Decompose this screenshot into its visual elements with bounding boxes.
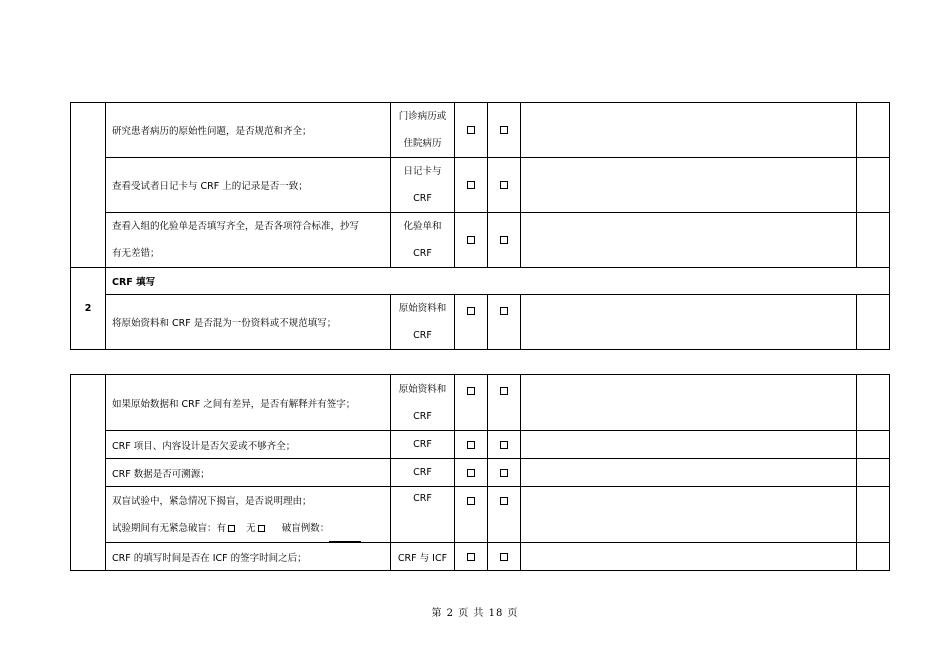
table-row [71,158,890,213]
table-row [71,459,890,487]
table-row [71,103,890,158]
source-cell: 日记卡与 CRF [391,158,455,213]
remark-cell[interactable] [521,158,857,213]
table-row [71,295,890,350]
remark-cell[interactable] [521,213,857,268]
remark-cell[interactable] [521,103,857,158]
item-cell: 双盲试验中，紧急情况下揭盲，是否说明理由； 试验期间有无紧急破盲：有 无 破盲例数： [106,487,391,543]
item-cell: CRF 的填写时间是否在 ICF 的签字时间之后； [106,543,391,571]
yes-checkbox[interactable] [455,375,488,431]
table-row [71,543,890,571]
item-cell: CRF 项目、内容设计是否欠妥或不够齐全； [106,431,391,459]
remark-cell[interactable] [521,459,857,487]
extra-cell [857,295,890,350]
yes-checkbox[interactable] [455,158,488,213]
extra-cell [857,459,890,487]
item-cell: 如果原始数据和 CRF 之间有差异，是否有解释并有签字； [106,375,391,431]
source-cell: 门诊病历或 住院病历 [391,103,455,158]
no-checkbox[interactable] [488,158,521,213]
section-title: CRF 填写 [106,268,890,295]
table-row [71,375,890,431]
no-checkbox[interactable] [488,375,521,431]
page-footer: 第 2 页 共 18 页 [431,608,519,619]
row-number-cell [71,103,106,268]
no-checkbox[interactable] [488,431,521,459]
source-cell: CRF 与 ICF [391,543,455,571]
extra-cell [857,375,890,431]
item-cell: 将原始资料和 CRF 是否混为一份资料或不规范填写； [106,295,391,350]
no-checkbox[interactable] [488,295,521,350]
no-checkbox[interactable] [488,103,521,158]
item-cell: CRF 数据是否可溯源； [106,459,391,487]
yes-checkbox[interactable] [455,543,488,571]
no-checkbox[interactable] [488,543,521,571]
no-checkbox[interactable] [488,487,521,543]
yes-checkbox[interactable] [455,213,488,268]
source-cell: CRF [391,459,455,487]
source-cell: CRF [391,487,455,543]
source-cell: 原始资料和 CRF [391,295,455,350]
section-number: 2 [71,268,106,350]
extra-cell [857,213,890,268]
extra-cell [857,103,890,158]
source-cell: 化验单和 CRF [391,213,455,268]
unblind-count-field[interactable] [329,532,361,542]
yes-checkbox[interactable] [455,103,488,158]
extra-cell [857,158,890,213]
yes-checkbox[interactable] [455,431,488,459]
item-cell: 查看入组的化验单是否填写齐全，是否各项符合标准，抄写 有无差错； [106,213,391,268]
remark-cell[interactable] [521,431,857,459]
remark-cell[interactable] [521,375,857,431]
remark-cell[interactable] [521,295,857,350]
source-cell: CRF [391,431,455,459]
checklist-table-bottom [70,374,890,571]
extra-cell [857,543,890,571]
table-row [71,213,890,268]
checklist-table-top [70,102,890,350]
no-checkbox[interactable] [488,459,521,487]
table-row [71,487,890,543]
item-cell: 研究患者病历的原始性问题，是否规范和齐全； [106,103,391,158]
remark-cell[interactable] [521,543,857,571]
item-cell: 查看受试者日记卡与 CRF 上的记录是否一致； [106,158,391,213]
extra-cell [857,487,890,543]
yes-checkbox[interactable] [455,459,488,487]
yes-option-checkbox[interactable] [228,525,235,532]
table-row [71,431,890,459]
source-cell: 原始资料和 CRF [391,375,455,431]
row-number-cell [71,375,106,571]
no-option-checkbox[interactable] [258,525,265,532]
section-header-row [71,268,890,295]
yes-checkbox[interactable] [455,295,488,350]
extra-cell [857,431,890,459]
yes-checkbox[interactable] [455,487,488,543]
no-checkbox[interactable] [488,213,521,268]
remark-cell[interactable] [521,487,857,543]
blind-break-line: 试验期间有无紧急破盲：有 无 破盲例数： [112,515,384,542]
